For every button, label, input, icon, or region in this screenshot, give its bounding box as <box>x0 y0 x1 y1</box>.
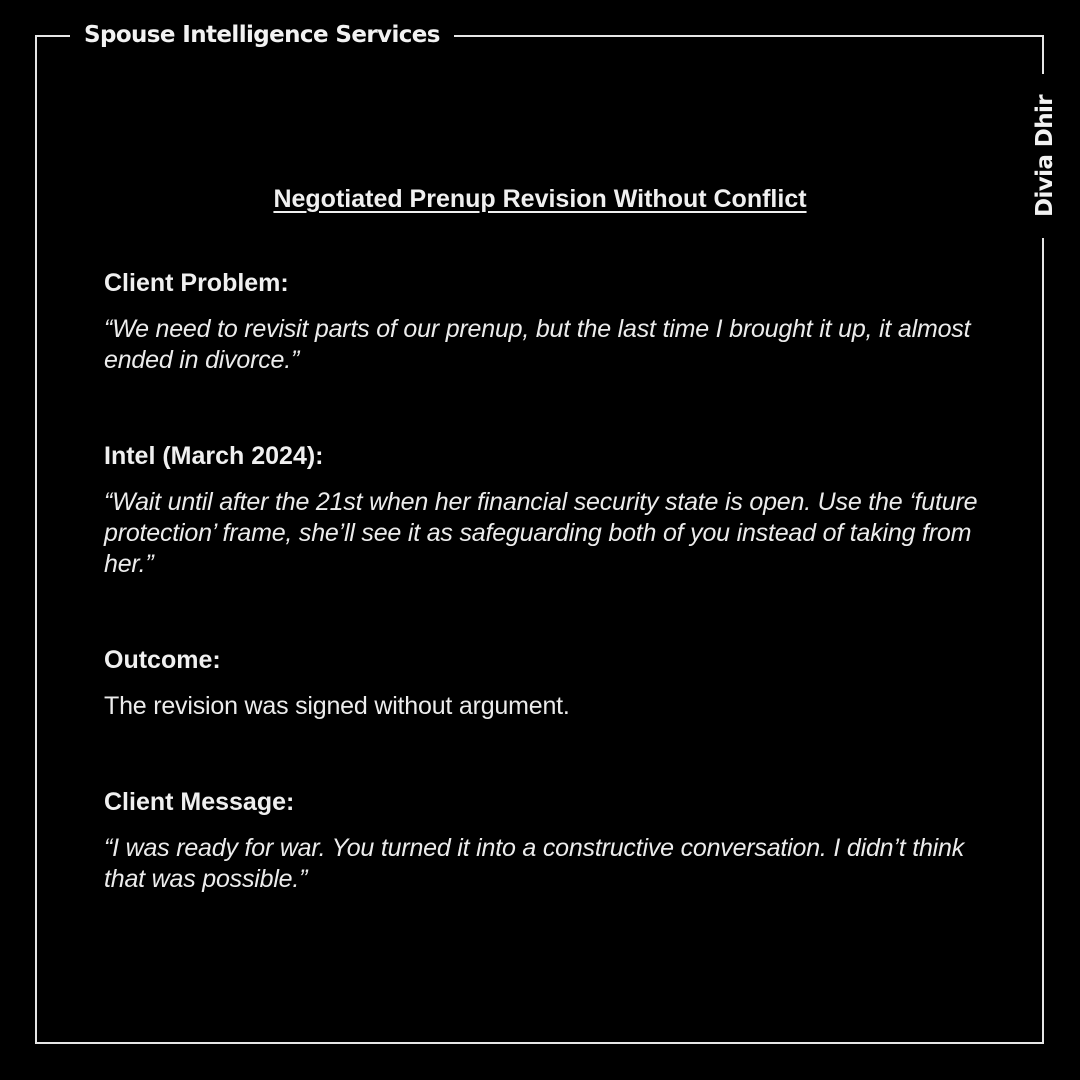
client-problem-quote: “We need to revisit parts of our prenup, but the last time I brought it up, it almost ended in divorce.” <box>104 315 971 374</box>
client-problem-label: Client Problem: <box>104 269 289 297</box>
client-message-section <box>104 787 984 895</box>
intel-section <box>104 441 984 580</box>
intel-label: Intel (March 2024): <box>104 442 324 470</box>
outcome-section <box>104 645 984 722</box>
page-title: Negotiated Prenup Revision Without Conflict <box>273 185 807 213</box>
client-message-quote: “I was ready for war. You turned it into a constructive conversation. I didn’t think that was possible.” <box>104 834 965 893</box>
outcome-label: Outcome: <box>104 646 221 674</box>
client-problem-section <box>104 268 984 376</box>
intel-quote: “Wait until after the 21st when her financial security state is open. Use the ‘future protection’ frame, she’ll see it as safeguarding both of you instead of taking from her.” <box>104 488 978 578</box>
brand-name: Spouse Intelligence Services <box>70 16 454 54</box>
outcome-text: The revision was signed without argument. <box>104 692 570 720</box>
author-name: Divia Dhir <box>1032 94 1058 218</box>
client-message-label: Client Message: <box>104 788 295 816</box>
